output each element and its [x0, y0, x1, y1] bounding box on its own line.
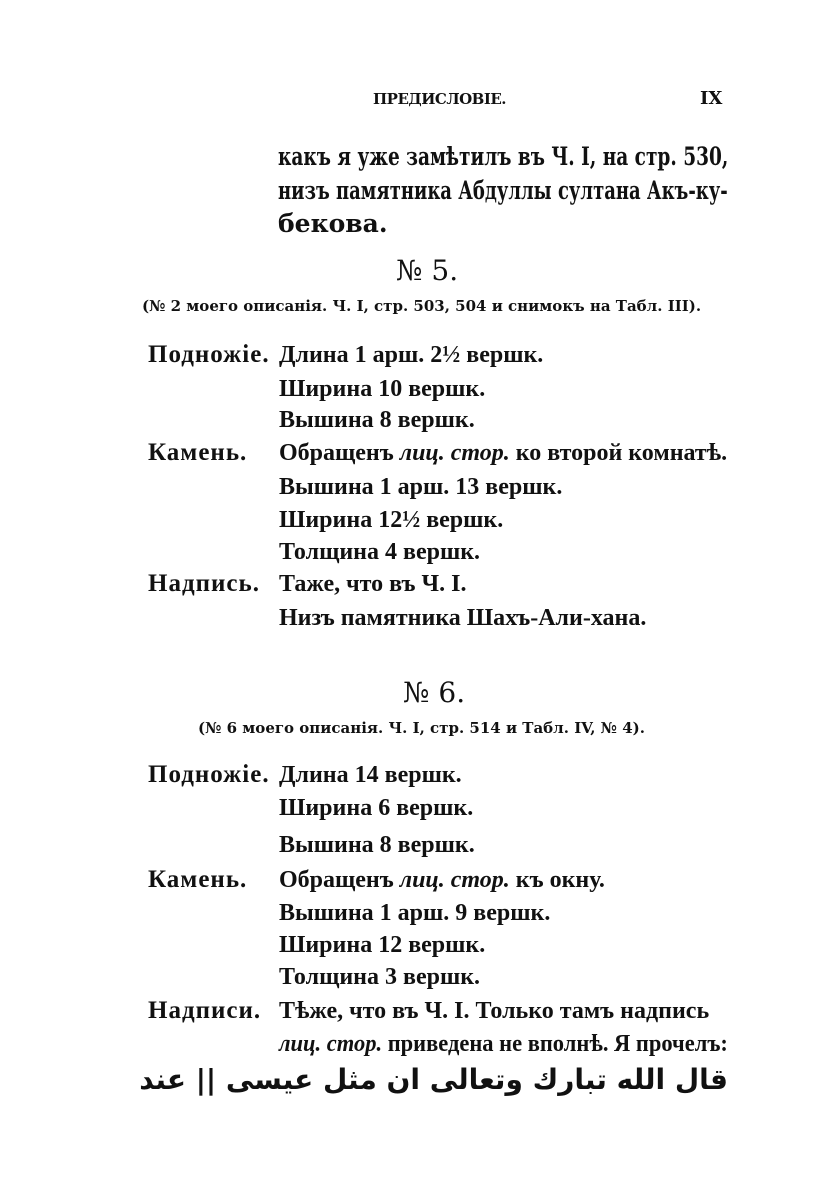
arabic-inscription-line: قال الله تبارك وتعالى ان مثل عيسى || عند — [139, 1063, 728, 1096]
italic-abbrev: лиц. стор. — [399, 867, 510, 893]
value-text: ко второй комнатѣ. — [509, 440, 728, 466]
section-6-label-stone: Камень. — [148, 866, 248, 893]
section-6-value-3: Вышина 8 вершк. — [279, 832, 475, 858]
italic-abbrev: лиц. стор. — [399, 440, 510, 466]
section-6-value-1: Длина 14 вершк. — [279, 762, 462, 788]
section-6-value-8: Тѣже, что въ Ч. I. Только тамъ надпись — [279, 998, 710, 1024]
section-5-value-5: Вышина 1 арш. 13 вершк. — [279, 474, 563, 500]
section-5-value-2: Ширина 10 вершк. — [279, 376, 486, 402]
italic-abbrev: лиц. стор. — [279, 1031, 383, 1057]
section-6-value-9 — [279, 1029, 728, 1059]
section-5-value-4 — [279, 438, 727, 468]
value-text: Обращенъ — [279, 867, 400, 893]
section-6-reference: (№ 6 моего описанія. Ч. I, стр. 514 и Табл. IV, № 4). — [198, 719, 645, 737]
section-5-value-8: Таже, что въ Ч. I. — [279, 571, 467, 597]
intro-line-2: низъ памятника Абдуллы султана Акъ-ку- — [278, 176, 728, 205]
section-5-label-inscription: Надпись. — [148, 570, 260, 597]
section-5-label-base: Подножіе. — [148, 341, 270, 368]
section-5-value-6: Ширина 12½ вершк. — [279, 507, 504, 533]
value-text: къ окну. — [509, 867, 605, 893]
section-6-value-5: Вышина 1 арш. 9 вершк. — [279, 900, 551, 926]
section-6-label-inscriptions: Надписи. — [148, 997, 262, 1024]
section-5-value-7: Толщина 4 вершк. — [279, 539, 481, 565]
intro-line-1: какъ я уже замѣтилъ въ Ч. I, на стр. 530, — [278, 142, 729, 171]
running-header-title: ПРЕДИСЛОВІЕ. — [373, 90, 507, 108]
page-number: IX — [700, 88, 723, 109]
section-6-label-base: Подножіе. — [148, 761, 270, 788]
value-text: Обращенъ — [279, 440, 400, 466]
section-5-heading: № 5. — [396, 254, 459, 287]
value-text: приведена не вполнѣ. Я прочелъ: — [382, 1031, 728, 1057]
section-6-value-4 — [279, 865, 605, 895]
section-5-value-3: Вышина 8 вершк. — [279, 407, 475, 433]
intro-line-3: бекова. — [278, 209, 388, 238]
section-5-reference: (№ 2 моего описанія. Ч. I, стр. 503, 504 и снимокъ на Табл. III). — [142, 297, 702, 315]
section-6-value-2: Ширина 6 вершк. — [279, 795, 474, 821]
section-6-heading: № 6. — [403, 676, 466, 709]
section-5-label-stone: Камень. — [148, 439, 248, 466]
section-6-value-6: Ширина 12 вершк. — [279, 932, 486, 958]
section-5-value-9: Низъ памятника Шахъ-Али-хана. — [279, 605, 647, 631]
section-5-value-1: Длина 1 арш. 2½ вершк. — [279, 342, 544, 368]
section-6-value-7: Толщина 3 вершк. — [279, 964, 481, 990]
